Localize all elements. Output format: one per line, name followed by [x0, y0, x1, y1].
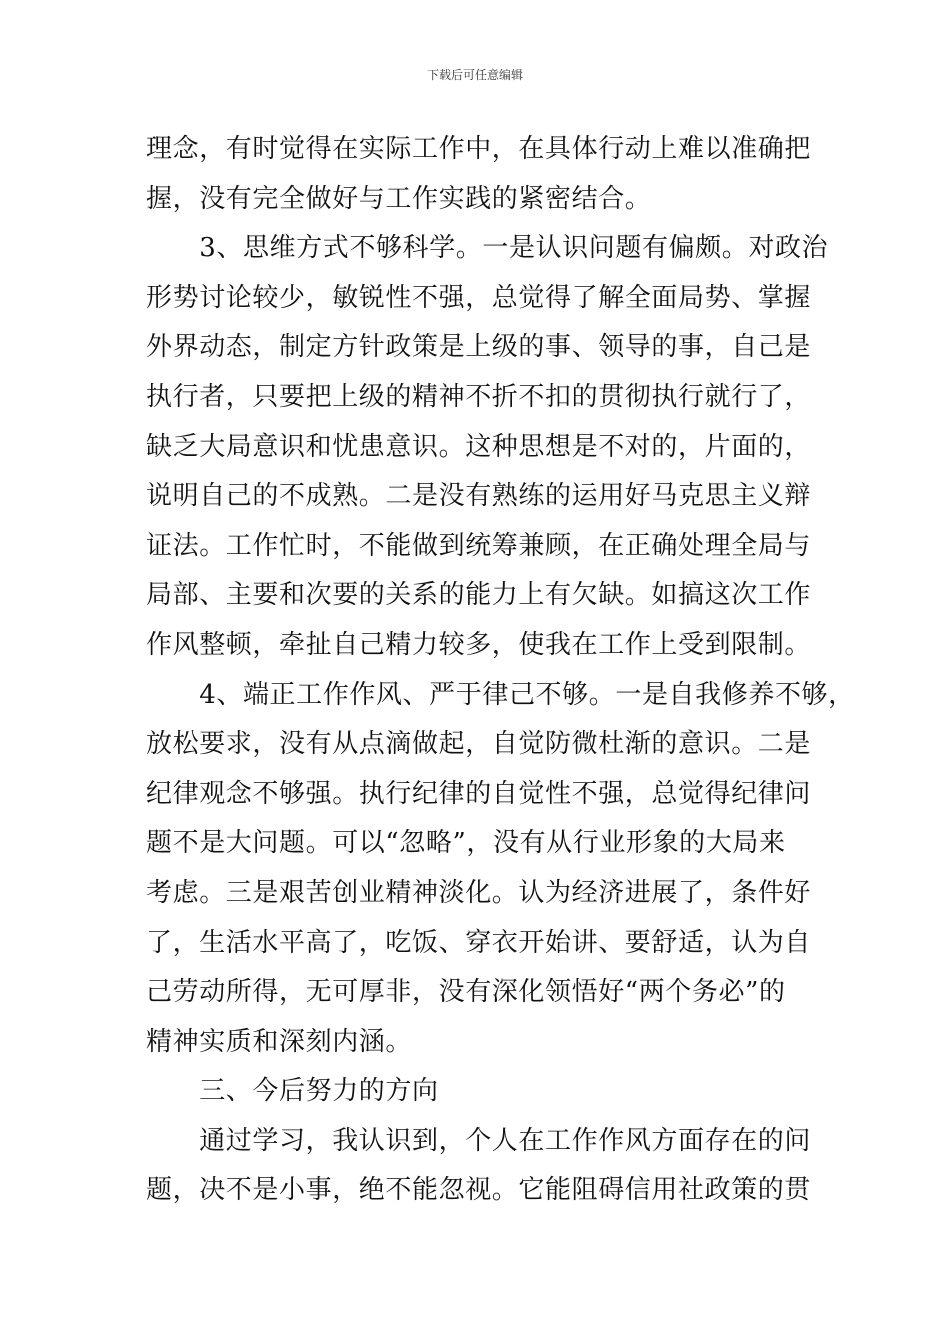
- text-line: 证法。工作忙时，不能做到统筹兼顾，在正确处理全局与: [146, 530, 812, 561]
- text-line: 精神实质和深刻内涵。: [146, 1026, 413, 1057]
- text-line: 握，没有完全做好与工作实践的紧密结合。: [146, 183, 652, 214]
- text-line: 形势讨论较少，敏锐性不强，总觉得了解全面局势、掌握: [146, 282, 812, 313]
- text-line: 三、今后努力的方向: [146, 1076, 439, 1107]
- text-line: 说明自己的不成熟。二是没有熟练的运用好马克思主义辩: [146, 481, 812, 512]
- text-line: 理念，有时觉得在实际工作中，在具体行动上难以准确把: [146, 134, 812, 164]
- text-line: 了，生活水平高了，吃饭、穿衣开始讲、要舒适，认为自: [146, 927, 812, 958]
- text-line: 外界动态，制定方针政策是上级的事、领导的事，自己是: [146, 332, 812, 363]
- text-line: 己劳动所得，无可厚非，没有深化领悟好“两个务必”的: [146, 977, 786, 1008]
- text-line: 作风整顿，牵扯自己精力较多，使我在工作上受到限制。: [146, 629, 812, 660]
- text-line: [146, 1216, 806, 1266]
- text-line: 4、端正工作作风、严于律己不够。一是自我修养不够，: [146, 679, 855, 710]
- text-line: 放松要求，没有从点滴做起，自觉防微杜渐的意识。二是: [146, 729, 812, 760]
- text-line: 题，决不是小事，绝不能忽视。它能阻碍信用社政策的贯: [146, 1175, 812, 1206]
- text-line: 执行者，只要把上级的精神不折不扣的贯彻执行就行了，: [146, 381, 812, 412]
- text-line: 通过学习，我认识到，个人在工作作风方面存在的问: [146, 1125, 812, 1156]
- text-line: 3、思维方式不够科学。一是认识问题有偏颇。对政治: [146, 233, 829, 264]
- text-line: 局部、主要和次要的关系的能力上有欠缺。如搞这次工作: [146, 580, 812, 611]
- text-line: 纪律观念不够强。执行纪律的自觉性不强，总觉得纪律问: [146, 778, 812, 809]
- text-line: 缺乏大局意识和忧患意识。这种思想是不对的，片面的，: [146, 431, 812, 462]
- page-header: 下载后可任意编辑: [426, 68, 523, 82]
- text-line: 考虑。三是艰苦创业精神淡化。认为经济进展了，条件好: [146, 877, 812, 908]
- text-line: 题不是大问题。可以“忽略”，没有从行业形象的大局来: [146, 828, 786, 859]
- body-text: [146, 125, 855, 1266]
